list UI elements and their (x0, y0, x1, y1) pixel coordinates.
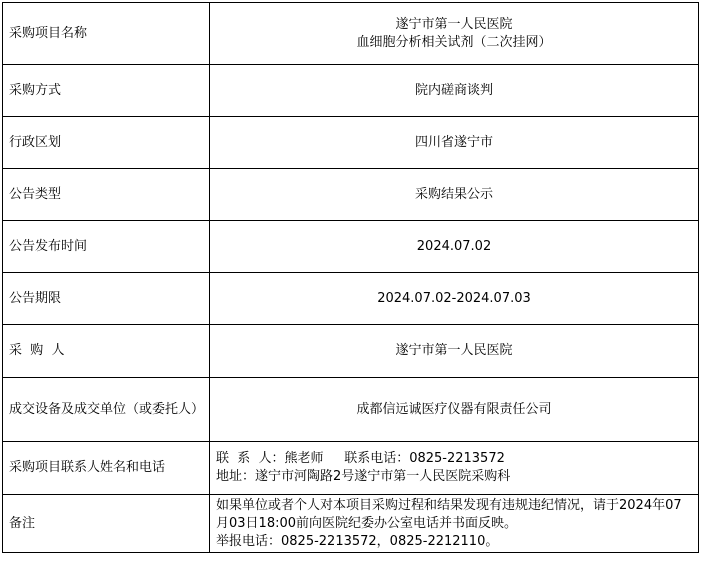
contact-value (210, 442, 699, 495)
row-label-remarks: 备注 (3, 495, 210, 553)
project-name-line-1: 遂宁市第一人民医院 (395, 16, 513, 32)
row-label-announcement-period: 公告期限 (3, 273, 210, 325)
table-row (3, 221, 699, 273)
table-row (3, 65, 699, 117)
row-label-winning-supplier: 成交设备及成交单位（或委托人） (3, 378, 210, 442)
table-row (3, 273, 699, 325)
remarks-hotline-line: 举报电话：0825-2213572，0825-2212110。 (216, 533, 499, 549)
purchaser-value: 遂宁市第一人民医院 (210, 325, 699, 378)
row-label-procurement-method: 采购方式 (3, 65, 210, 117)
procurement-method-value: 院内磋商谈判 (210, 65, 699, 117)
row-label-announcement-type: 公告类型 (3, 169, 210, 221)
table-row (3, 3, 699, 65)
winning-supplier-value: 成都信远诚医疗仪器有限责任公司 (210, 378, 699, 442)
announcement-type-value: 采购结果公示 (210, 169, 699, 221)
table-row (3, 442, 699, 495)
project-name-line-2: 血细胞分析相关试剂（二次挂网） (356, 34, 552, 50)
table-row (3, 117, 699, 169)
publish-time-value: 2024.07.02 (210, 221, 699, 273)
remarks-line-1: 如果单位或者个人对本项目采购过程和结果发现有违规违纪情况，请于2024年07月03日18:00前向医院纪委办公室电话并书面反映。 (216, 497, 682, 531)
row-label-contact: 采购项目联系人姓名和电话 (3, 442, 210, 495)
remarks-value (210, 495, 699, 553)
table-row (3, 378, 699, 442)
row-label-region: 行政区划 (3, 117, 210, 169)
row-label-purchaser: 采 购 人 (3, 325, 210, 378)
table-row (3, 169, 699, 221)
contact-address-line: 地址：遂宁市河陶路2号遂宁市第一人民医院采购科 (216, 469, 511, 484)
row-label-publish-time: 公告发布时间 (3, 221, 210, 273)
row-label-project-name: 采购项目名称 (3, 3, 210, 65)
region-value: 四川省遂宁市 (210, 117, 699, 169)
announcement-period-value: 2024.07.02-2024.07.03 (210, 273, 699, 325)
table-row (3, 495, 699, 553)
procurement-result-table (2, 2, 699, 553)
table-row (3, 325, 699, 378)
project-name-value (210, 3, 699, 65)
contact-line-1: 联 系 人：熊老师 联系电话：0825-2213572 (216, 451, 505, 466)
